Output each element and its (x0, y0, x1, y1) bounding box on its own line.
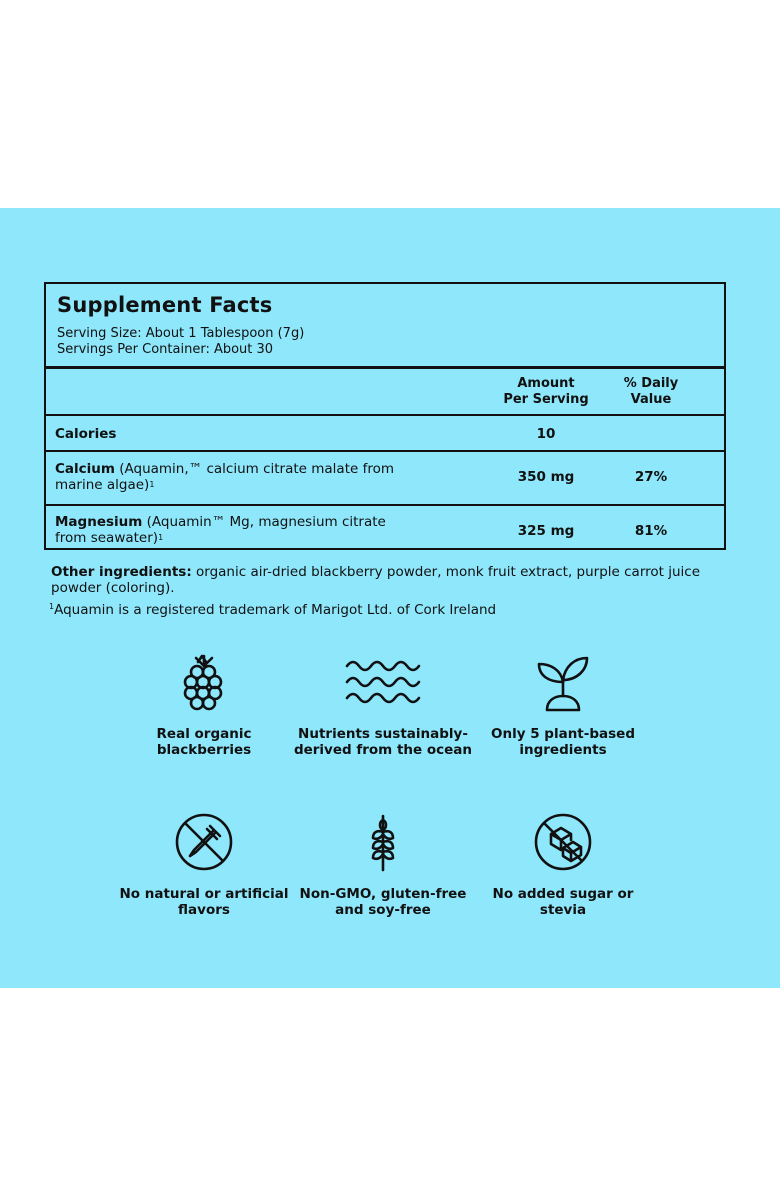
calcium-label: Calcium (Aquamin,™ calcium citrate malate from marine algae)$^1$ (55, 461, 394, 493)
feature-label: No natural or artificial flavors (119, 886, 289, 918)
daily-value-column-header: % Daily Value (623, 376, 679, 407)
info-panel (0, 208, 780, 988)
magnesium-dv: 81% (634, 523, 668, 539)
wheat-icon (353, 812, 413, 872)
feature-no-sugar (468, 812, 658, 918)
other-ingredients: Other ingredients: organic air-dried blackberry powder, monk fruit extract, purple carrot juice powder (coloring). (51, 564, 701, 596)
calories-label: Calories (55, 426, 117, 442)
facts-title: Supplement Facts (57, 293, 273, 317)
calcium-amount: 350 mg (517, 469, 575, 485)
feature-label: Nutrients sustainably-derived from the ocean (293, 726, 473, 758)
no-sugar-icon (533, 812, 593, 872)
feature-no-flavors (109, 812, 299, 918)
magnesium-label: Magnesium (Aquamin™ Mg, magnesium citrate from seawater)$^1$ (55, 514, 386, 546)
no-dropper-icon (174, 812, 234, 872)
divider (46, 366, 724, 369)
calories-amount: 10 (536, 426, 556, 442)
feature-label: No added sugar or stevia (492, 886, 634, 918)
blackberry-icon (174, 652, 234, 712)
feature-non-gmo (288, 812, 478, 918)
feature-label: Non-GMO, gluten-free and soy-free (299, 886, 467, 918)
feature-plant-based (468, 652, 658, 758)
feature-label: Real organic blackberries (156, 726, 252, 758)
feature-ocean (288, 652, 478, 758)
divider (46, 450, 724, 452)
waves-icon (343, 652, 423, 712)
serving-size: Serving Size: About 1 Tablespoon (7g) (57, 326, 305, 341)
trademark-note: $^1$Aquamin is a registered trademark of Marigot Ltd. of Cork Ireland (49, 602, 497, 618)
amount-column-header: Amount Per Serving (503, 376, 589, 407)
calcium-dv: 27% (634, 469, 668, 485)
divider (46, 414, 724, 416)
magnesium-amount: 325 mg (517, 523, 575, 539)
servings-per-container: Servings Per Container: About 30 (57, 342, 274, 357)
supplement-facts-table (44, 282, 726, 550)
sprout-icon (533, 652, 593, 712)
feature-blackberries (109, 652, 299, 758)
feature-label: Only 5 plant-based ingredients (490, 726, 635, 758)
divider (46, 504, 724, 506)
